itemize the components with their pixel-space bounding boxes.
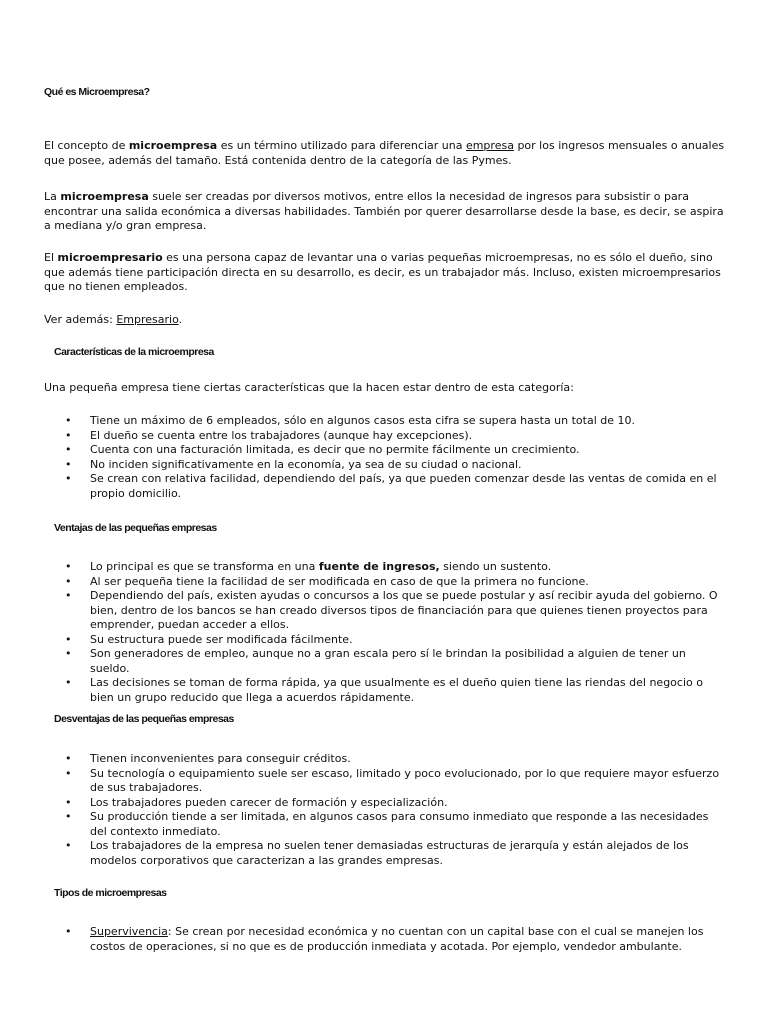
intro-paragraph-1: El concepto de microempresa es un término utilizado para diferenciar una empresa por los ingresos mensuales o anuales que posee, además del tamaño. Está contenida dentro de la categoría de las Pymes. — [44, 139, 725, 167]
supervivencia-link[interactable]: Supervivencia — [90, 925, 168, 938]
list-item-text: Dependiendo del país, existen ayudas o concursos a los que se puede postular y así recibir ayuda del gobierno. O bien, dentro de los bancos se han creado diversos tipos de financiación para que quienes tienen proyectos para emprender, puedan acceder a ellos. — [90, 589, 718, 631]
bullet-icon: • — [65, 560, 72, 573]
bullet-icon: • — [65, 414, 72, 427]
list-item-text: Su producción tiende a ser limitada, en algunos casos para consumo inmediato que responde a las necesidades del contexto inmediato. — [90, 810, 709, 838]
bullet-icon: • — [65, 632, 72, 646]
list-item-text: Las decisiones se toman de forma rápida, ya que usualmente es el dueño quien tiene las riendas del negocio o bien un grupo reducido que llega a acuerdos rápidamente. — [90, 676, 703, 704]
bullet-icon: • — [65, 589, 72, 602]
bullet-icon: • — [65, 428, 72, 442]
list-item — [44, 414, 726, 429]
list-item-text: El dueño se cuenta entre los trabajadores (aunque hay excepciones). — [90, 428, 473, 442]
list-item — [44, 767, 726, 796]
caracteristicas-list — [44, 414, 726, 501]
list-item-text: Se crean con relativa facilidad, dependiendo del país, ya que pueden comenzar desde las ventas de comida en el propio domicilio. — [90, 472, 717, 500]
bullet-icon: • — [65, 647, 72, 660]
list-item — [44, 589, 726, 633]
bullet-icon: • — [65, 472, 72, 485]
section-heading-ventajas: Ventajas de las pequeñas empresas — [54, 522, 217, 534]
list-item — [44, 633, 726, 648]
list-item — [44, 647, 726, 676]
list-item — [44, 839, 726, 868]
list-item — [44, 796, 726, 811]
list-item-text: Los trabajadores pueden carecer de formación y especialización. — [90, 795, 448, 809]
ventajas-list — [44, 560, 726, 705]
list-item-text: Su estructura puede ser modificada fácilmente. — [90, 632, 353, 646]
bullet-icon: • — [65, 925, 72, 938]
list-item-text: Son generadores de empleo, aunque no a gran escala pero sí le brindan la posibilidad a alguien de tener un sueldo. — [90, 647, 686, 675]
desventajas-list — [44, 752, 726, 868]
bullet-icon: • — [65, 839, 72, 852]
list-item-text: Tiene un máximo de 6 empleados, sólo en algunos casos esta cifra se supera hasta un total de 10. — [90, 414, 636, 427]
list-item-text: No inciden significativamente en la economía, ya sea de su ciudad o nacional. — [90, 457, 522, 471]
bullet-icon: • — [65, 766, 72, 780]
section-heading-desventajas: Desventajas de las pequeñas empresas — [54, 713, 234, 725]
list-item-text: Tienen inconvenientes para conseguir créditos. — [90, 752, 351, 765]
intro-paragraph-2: La microempresa suele ser creadas por diversos motivos, entre ellos la necesidad de ingresos para subsistir o para encontrar una salida económica a diversas habilidades. También por querer desarrollarse desde la base, es decir, se aspira a mediana y/o gran empresa. — [44, 190, 724, 232]
bullet-icon: • — [65, 810, 72, 823]
bullet-icon: • — [65, 574, 72, 588]
list-item-text: Los trabajadores de la empresa no suelen tener demasiadas estructuras de jerarquía y están alejados de los modelos corporativos que caracterizan a las grandes empresas. — [90, 839, 689, 867]
list-item — [44, 575, 726, 590]
list-item — [44, 676, 726, 705]
empresario-link[interactable]: Empresario — [116, 313, 179, 326]
list-item-text: Su tecnología o equipamiento suele ser escaso, limitado y poco evolucionado, por lo que requiere mayor esfuerzo de sus trabajadores. — [90, 766, 720, 794]
list-item — [44, 752, 726, 767]
caracteristicas-intro: Una pequeña empresa tiene ciertas características que la hacen estar dentro de esta categoría: — [44, 381, 574, 394]
section-heading-caracteristicas: Características de la microempresa — [54, 346, 214, 358]
list-item — [44, 429, 726, 444]
list-item: • Lo principal es que se transforma en una fuente de ingresos, siendo un sustento. — [65, 560, 552, 573]
empresa-link[interactable]: empresa — [465, 139, 514, 152]
bullet-icon: • — [65, 457, 72, 471]
tipos-list — [44, 925, 726, 954]
list-item — [44, 810, 726, 839]
list-item-text: Al ser pequeña tiene la facilidad de ser modificada en caso de que la primera no funcione. — [90, 574, 589, 588]
list-item — [44, 472, 726, 501]
bullet-icon: • — [65, 676, 72, 689]
bullet-icon: • — [65, 443, 72, 456]
page-title: Qué es Microempresa? — [44, 86, 150, 98]
intro-paragraph-4: Ver además: Empresario. — [44, 313, 183, 326]
list-item — [44, 458, 726, 473]
list-item: • Supervivencia: Se crean por necesidad económica y no cuentan con un capital base con el cual se manejen los costos de operaciones, si no que es de producción inmediata y acotada. Por ejemplo, vendedor ambulante. — [65, 925, 704, 953]
section-heading-tipos: Tipos de microempresas — [54, 887, 167, 899]
list-item-text: Cuenta con una facturación limitada, es decir que no permite fácilmente un crecimiento. — [90, 443, 580, 456]
intro-paragraph-3: El microempresario es una persona capaz de levantar una o varias pequeñas microempresas, no es sólo el dueño, sino que además tiene participación directa en su desarrollo, es decir, es un trabajador más. Incluso, existen microempresarios que no tienen empleados. — [44, 251, 721, 293]
bullet-icon: • — [65, 752, 72, 765]
bullet-icon: • — [65, 795, 72, 809]
list-item — [44, 443, 726, 458]
